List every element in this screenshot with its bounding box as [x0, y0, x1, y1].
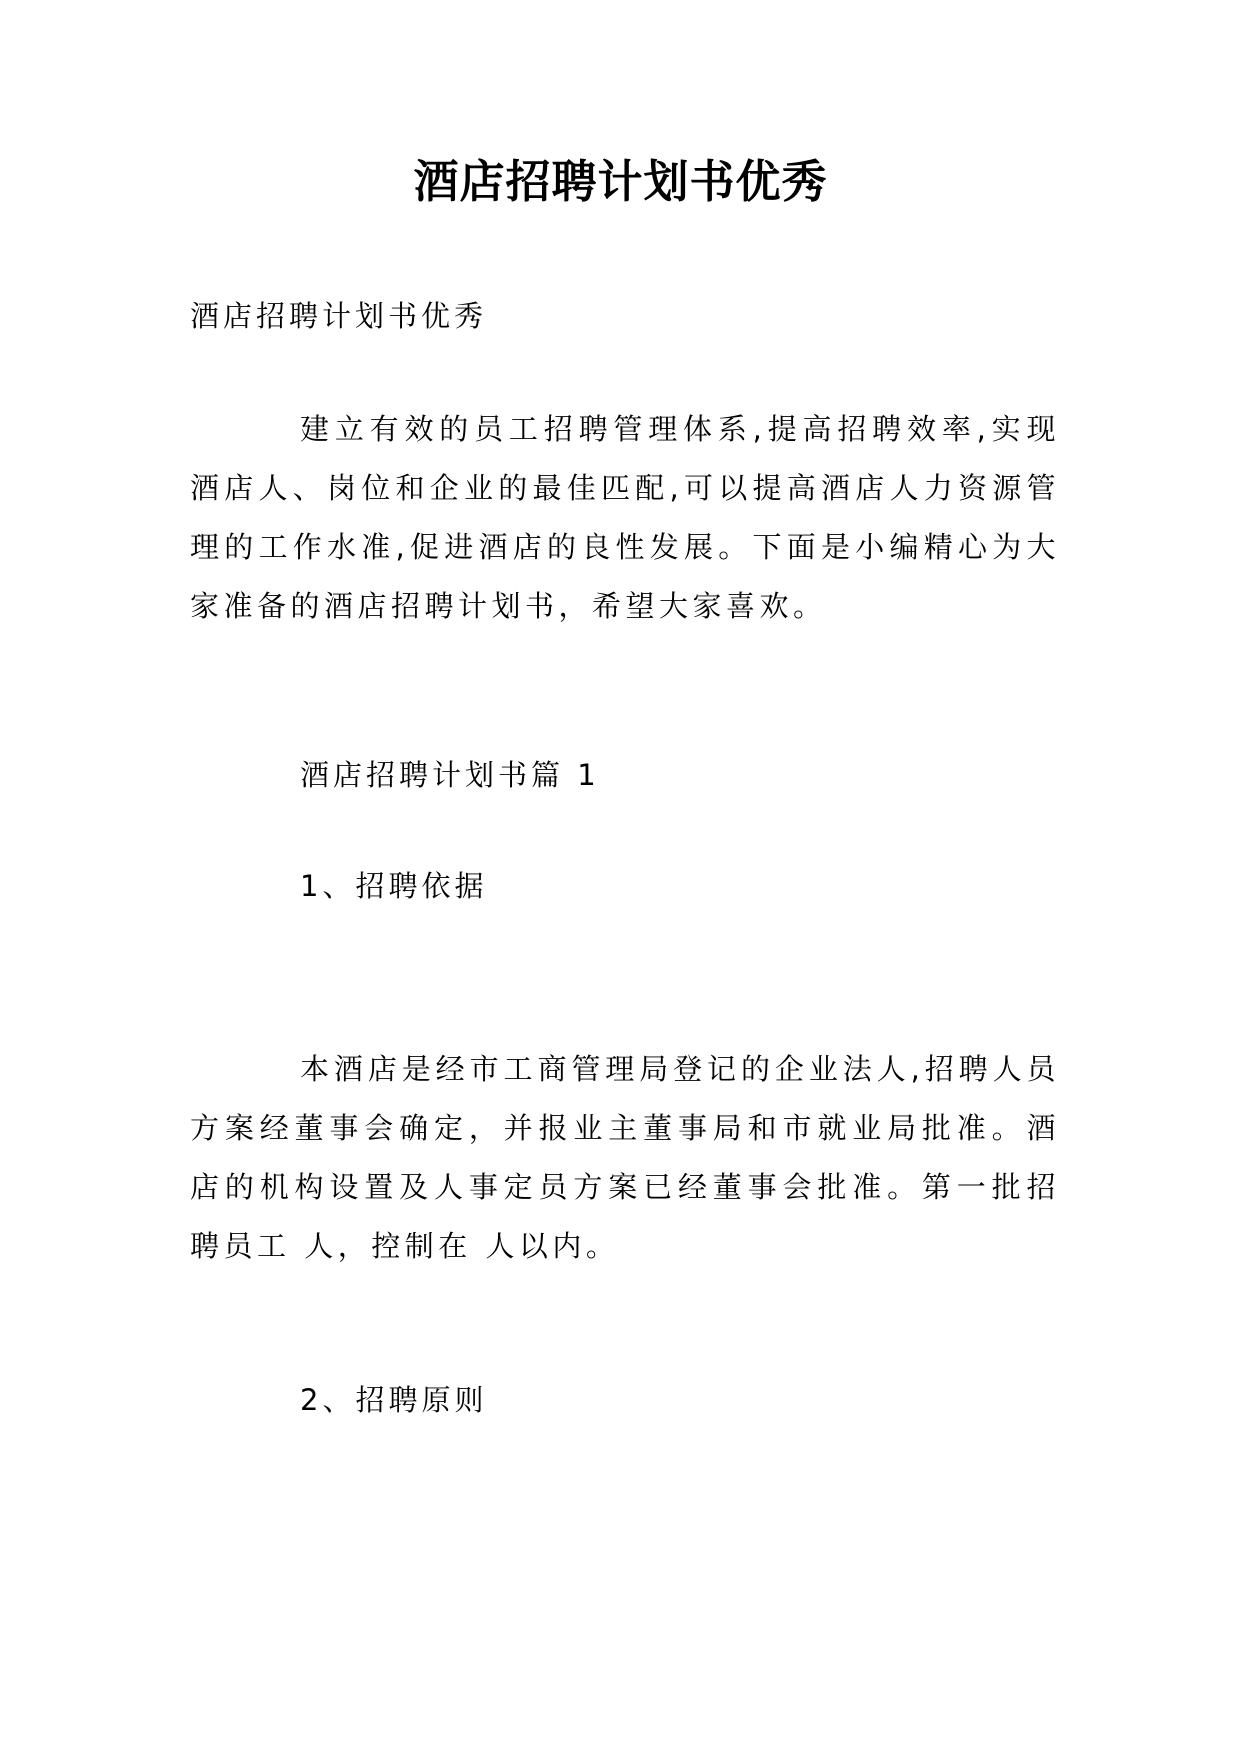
- item1-heading: 1、招聘依据: [300, 869, 488, 903]
- section-heading: 酒店招聘计划书篇 1: [300, 758, 600, 792]
- document-subtitle: 酒店招聘计划书优秀: [190, 299, 488, 333]
- document-title: 酒店招聘计划书优秀: [413, 155, 828, 208]
- item1-paragraph: 本酒店是经市工商管理局登记的企业法人,招聘人员方案经董事会确定，并报业主董事局和市就业局批准。酒店的机构设置及人事定员方案已经董事会批准。第一批招聘员工 人，控制在 人以内。: [190, 1052, 1060, 1263]
- intro-paragraph: 建立有效的员工招聘管理体系,提高招聘效率,实现酒店人、岗位和企业的最佳匹配,可以提高酒店人力资源管理的工作水准,促进酒店的良性发展。下面是小编精心为大家准备的酒店招聘计划书，希望大家喜欢。: [190, 412, 1060, 623]
- item2-heading: 2、招聘原则: [300, 1383, 488, 1417]
